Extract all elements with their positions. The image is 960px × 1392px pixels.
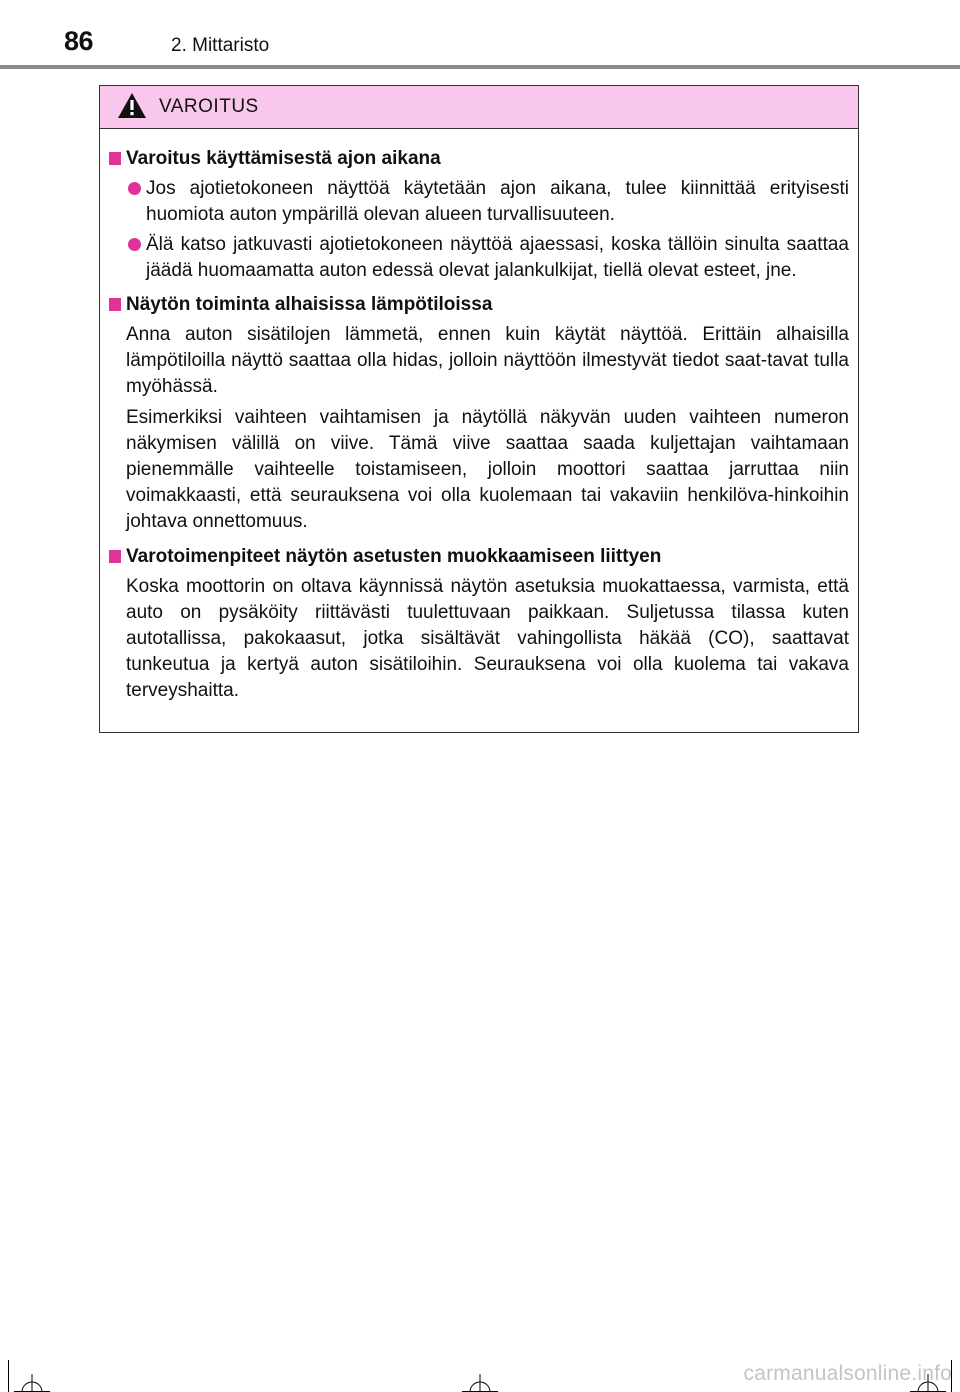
paragraph: Esimerkiksi vaihteen vaihtamisen ja näytöllä näkyvän uuden vaihteen numeron näkymisen välillä on viive. Tämä viive saattaa saada kuljettajan vaihtamaan pienemmälle vaihteelle toistamiseen, jolloin moottori saattaa jarruttaa niin voimakkaasti, että seurauksena voi olla kuolemaan tai vakaviin henkilöva-hinkoihin johtava onnettomuus.	[126, 407, 849, 532]
section-heading	[108, 146, 849, 172]
registration-mark-icon	[10, 1370, 54, 1392]
section-heading-text: Varoitus käyttämisestä ajon aikana	[126, 148, 441, 169]
bullet-text: Jos ajotietokoneen näyttöä käytetään ajon aikana, tulee kiinnittää erityisesti huomiota auton ympärillä olevan alueen turvallisuuteen.	[146, 178, 849, 225]
page-number: 86	[64, 26, 94, 56]
bullet-item	[108, 232, 849, 284]
section-title: 2. Mittaristo	[171, 35, 270, 56]
warning-label: VAROITUS	[159, 96, 259, 117]
bullet-text: Älä katso jatkuvasti ajotietokoneen näyttöä ajaessasi, koska tällöin sinulta saattaa jäädä huomaamatta auton edessä olevat jalankulkijat, tiellä olevat esteet, jne.	[146, 234, 849, 281]
section-heading-text: Näytön toiminta alhaisissa lämpötiloissa	[126, 294, 493, 315]
watermark: carmanualsonline.info	[743, 1362, 952, 1385]
bullet-item	[108, 176, 849, 228]
paragraph: Anna auton sisätilojen lämmetä, ennen kuin käytät näyttöä. Erittäin alhaisilla lämpötiloilla näyttö saattaa olla hidas, jolloin näyttöön ilmestyvät tiedot saat-tavat tulla myöhässä.	[126, 324, 849, 397]
square-bullet-icon	[109, 298, 121, 311]
square-bullet-icon	[109, 152, 121, 165]
paragraph: Koska moottorin on oltava käynnissä näytön asetuksia muokattaessa, varmista, että auto on pysäköity riittävästi tuulettuvaan paikkaan. Suljetussa tilassa kuten autotallissa, pakokaasut, jotka sisältävät vahingollista häkää (CO), saattavat tunkeutua ja kertyä auton sisätiloihin. Seurauksena voi olla kuolema tai vakava terveyshaitta.	[126, 576, 849, 701]
warning-box	[99, 85, 859, 733]
registration-mark-icon	[458, 1370, 502, 1392]
section-heading-text: Varotoimenpiteet näytön asetusten muokkaamiseen liittyen	[126, 546, 662, 567]
square-bullet-icon	[109, 550, 121, 563]
section-heading	[108, 544, 849, 570]
crop-mark-left	[8, 1360, 9, 1392]
section-heading	[108, 292, 849, 318]
circle-bullet-icon	[128, 238, 141, 251]
warning-body	[100, 129, 858, 704]
warning-header	[100, 86, 858, 129]
header-rule	[0, 65, 960, 69]
circle-bullet-icon	[128, 182, 141, 195]
warning-triangle-icon	[117, 92, 147, 119]
